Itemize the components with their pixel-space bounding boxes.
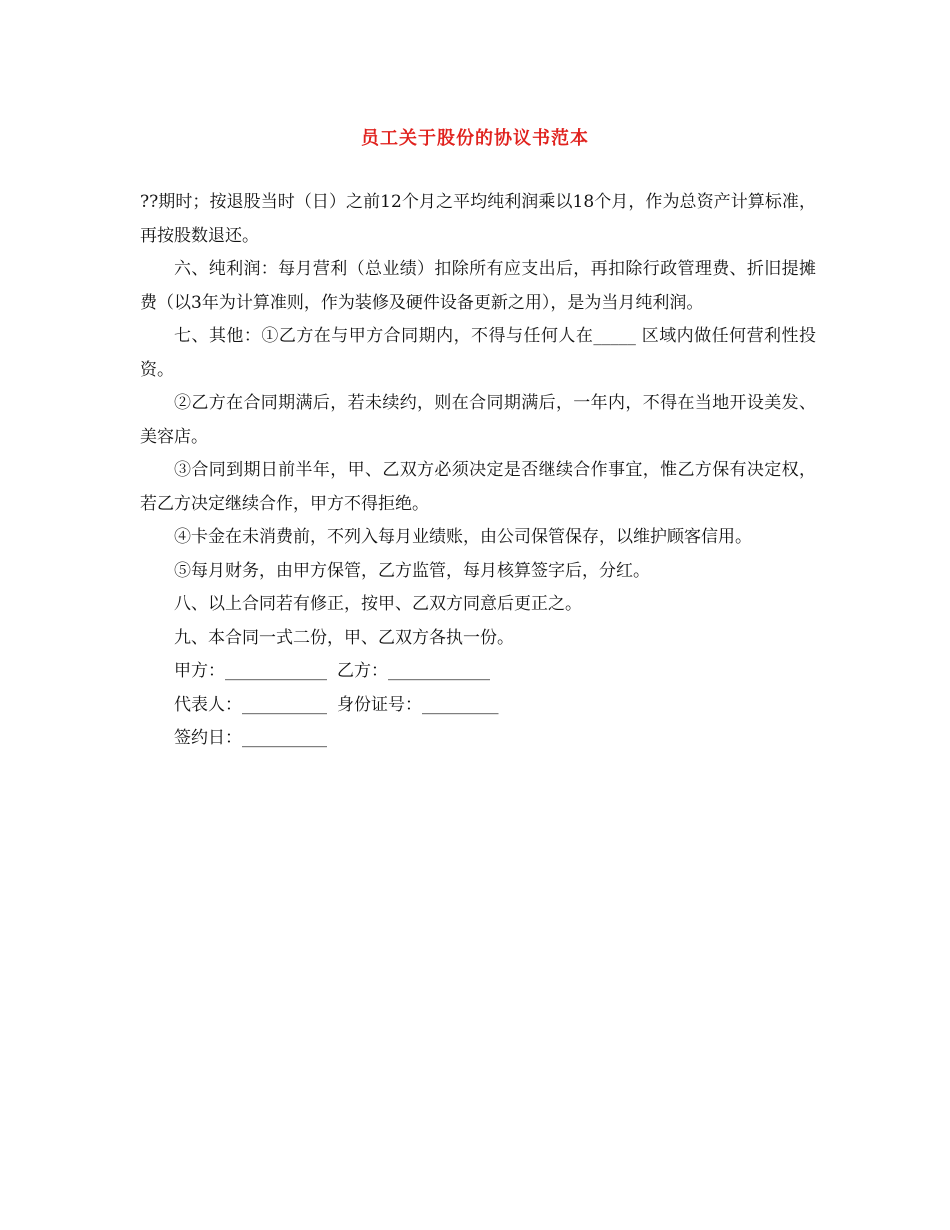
representative-field: 代表人：__________ (174, 694, 327, 715)
party-a-field: 甲方：____________ (174, 661, 327, 681)
document-title: 员工关于股份的协议书范本 (361, 128, 589, 149)
sign-date-field: 签约日：__________ (174, 728, 327, 748)
paragraph-other-2: ②乙方在合同期满后，若未续约，则在合同期满后，一年内，不得在当地开设美发、美容店。 (140, 393, 816, 447)
document-body (140, 186, 816, 756)
paragraph-other-4: ④卡金在未消费前，不列入每月业绩账，由公司保管保存，以维护顾客信用。 (174, 527, 752, 547)
signature-row-representative (140, 689, 816, 723)
id-number-field: 身份证号：_________ (337, 694, 499, 715)
paragraph-other-1: 七、其他：①乙方在与甲方合同期内，不得与任何人在_____ 区域内做任何营利性投资。 (140, 326, 816, 380)
paragraph-amendment: 八、以上合同若有修正，按甲、乙双方同意后更正之。 (174, 594, 582, 614)
signature-row-date (140, 722, 816, 756)
paragraph-other-3: ③合同到期日前半年，甲、乙双方必须决定是否继续合作事宜，惟乙方保有决定权，若乙方决定继续合作，甲方不得拒绝。 (140, 460, 816, 514)
paragraph-net-profit: 六、纯利润：每月营利（总业绩）扣除所有应支出后，再扣除行政管理费、折旧提摊费（以3年为计算准则，作为装修及硬件设备更新之用），是为当月纯利润。 (140, 259, 816, 313)
signature-row-parties (140, 655, 816, 689)
paragraph-continuation: ??期时；按退股当时（日）之前12个月之平均纯利润乘以18个月，作为总资产计算标准，再按股数退还。 (140, 192, 816, 246)
paragraph-other-5: ⑤每月财务，由甲方保管，乙方监管，每月核算签字后，分红。 (174, 560, 650, 581)
paragraph-copies: 九、本合同一式二份，甲、乙双方各执一份。 (174, 627, 514, 648)
party-b-field: 乙方：____________ (337, 661, 490, 681)
